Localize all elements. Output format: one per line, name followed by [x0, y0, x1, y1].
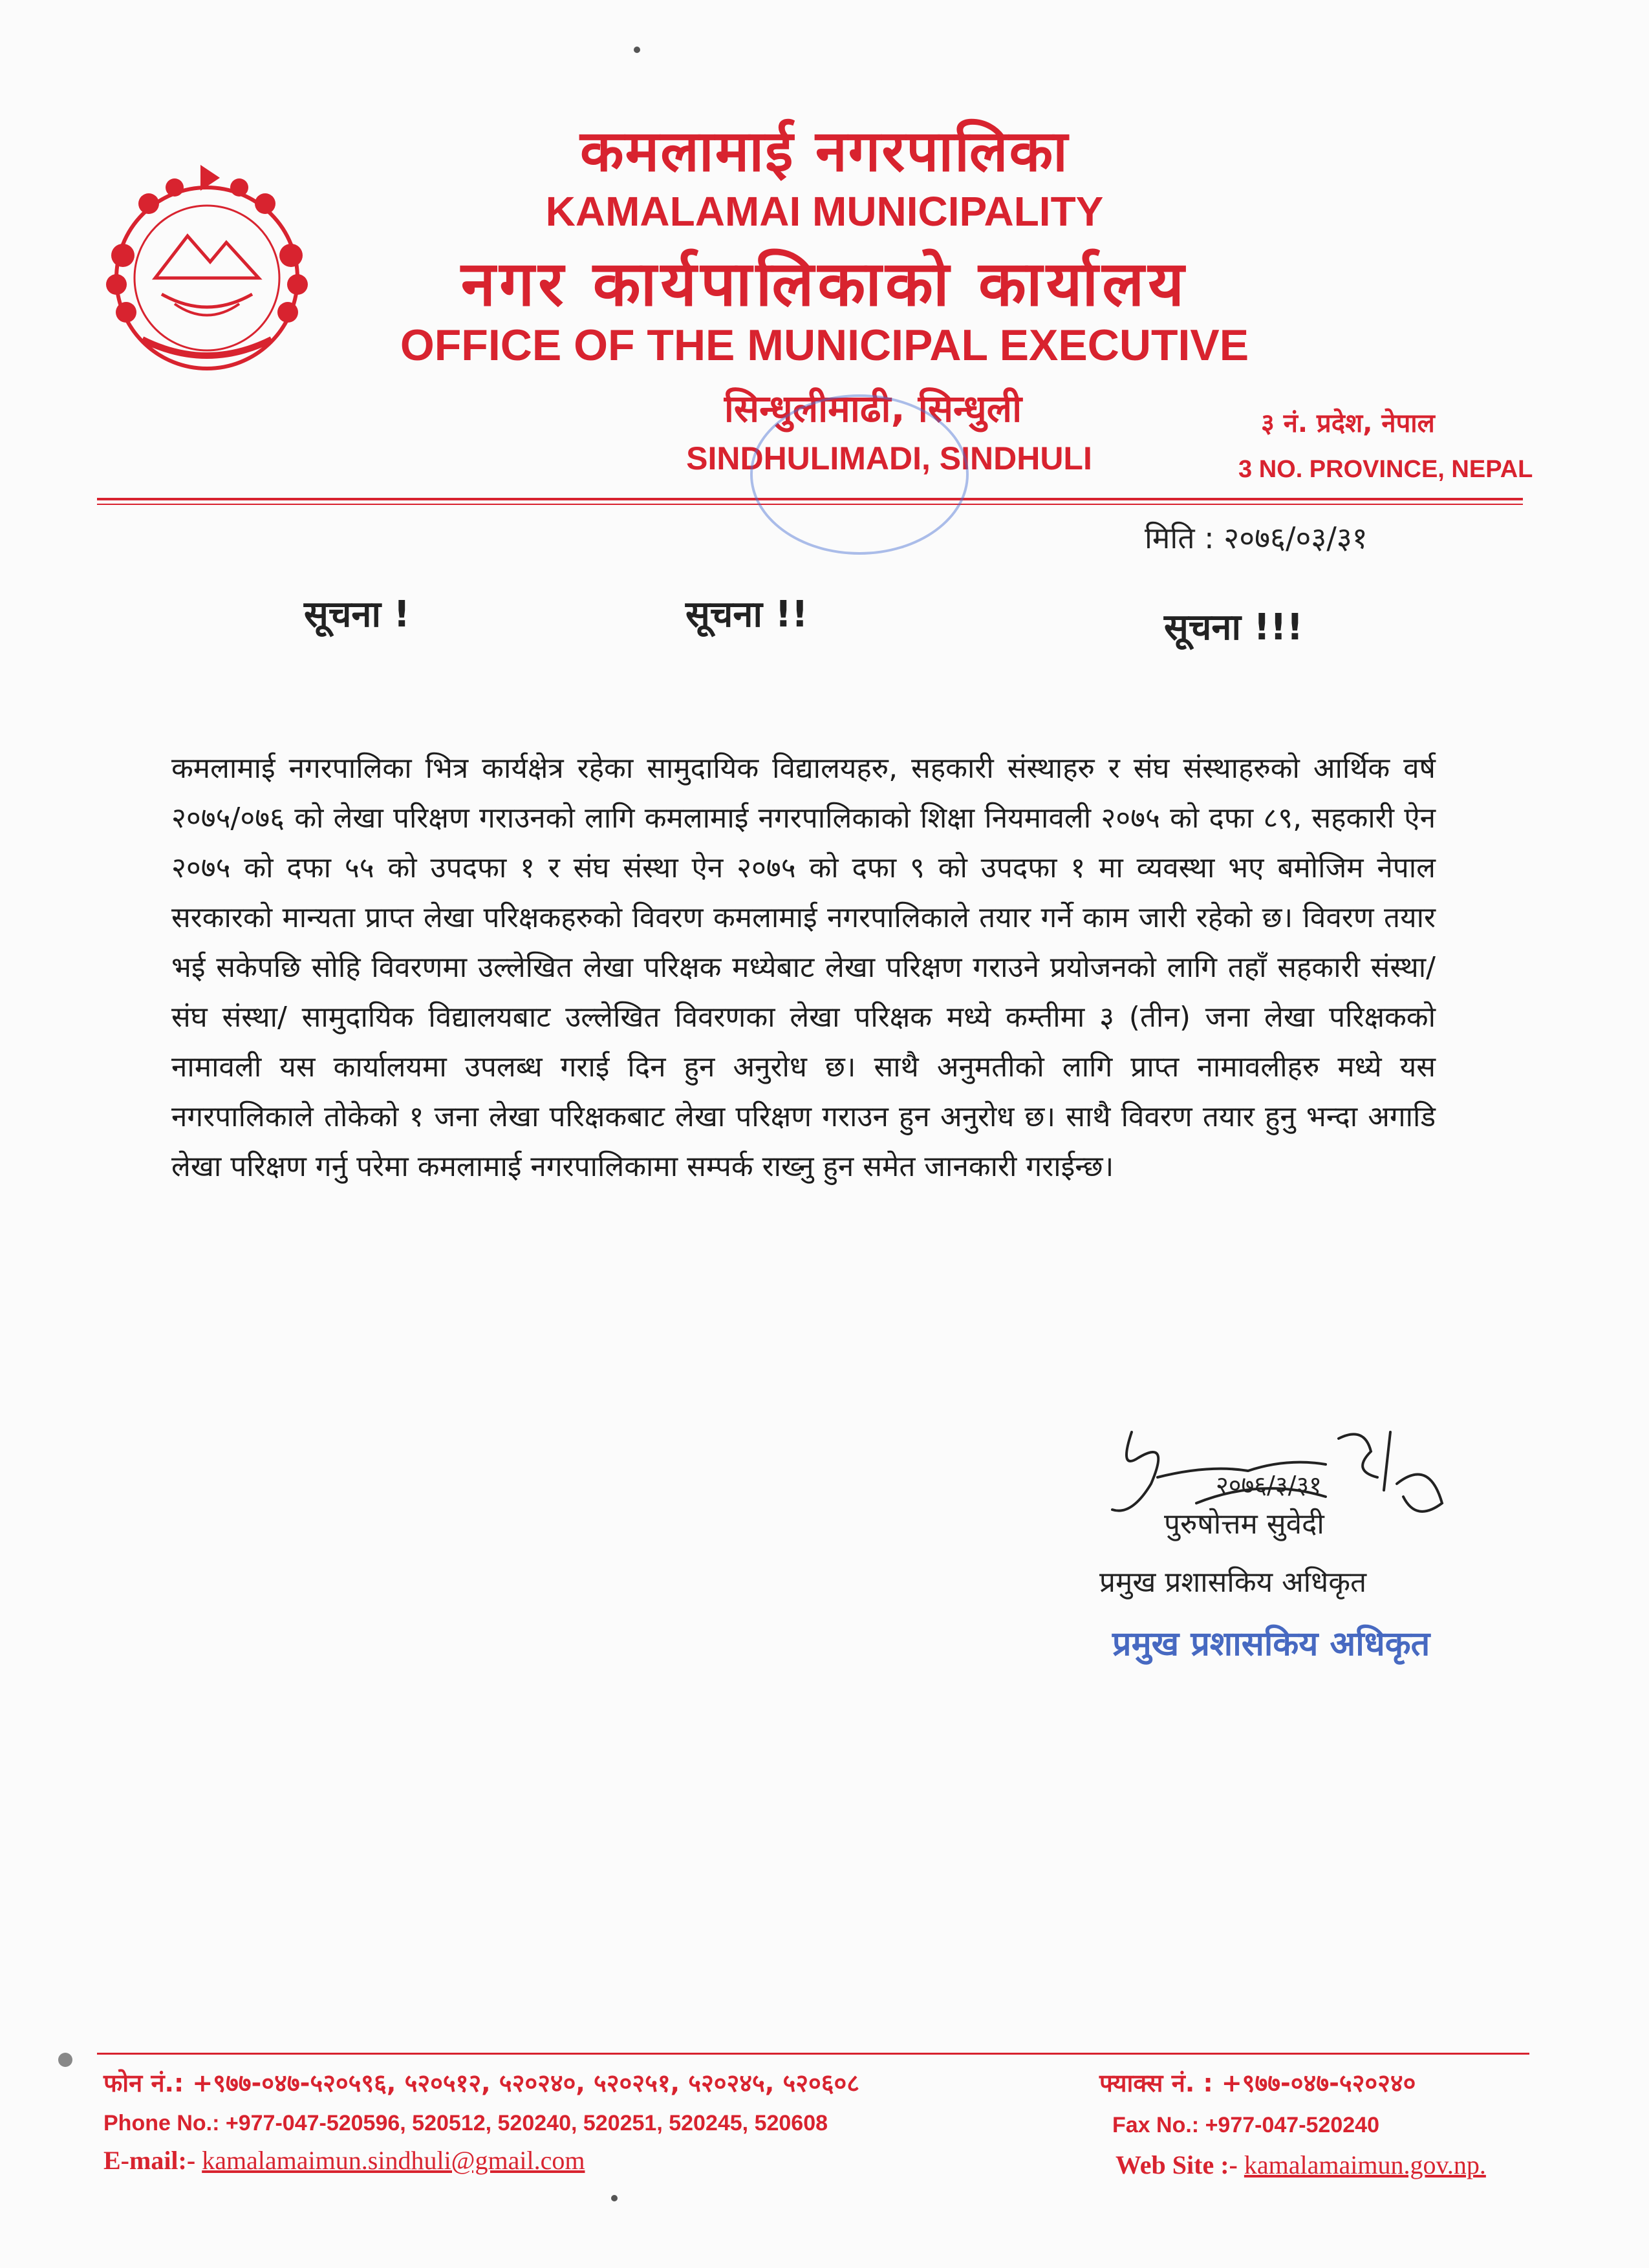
scan-speck [634, 47, 640, 53]
letter-date: मिति : २०७६/०३/३१ [1145, 520, 1368, 555]
signatory-title: प्रमुख प्रशासकिय अधिकृत [1099, 1566, 1367, 1599]
province-english: 3 NO. PROVINCE, NEPAL [1238, 456, 1533, 483]
email-line [103, 2145, 585, 2176]
email-label: E-mail:- [103, 2146, 196, 2175]
location-english: SINDHULIMADI, SINDHULI [686, 440, 1092, 476]
scan-speck [58, 2053, 72, 2067]
fax-english: Fax No.: +977-047-520240 [1112, 2113, 1379, 2137]
signatory-title-stamp: प्रमुख प्रशासकिय अधिकृत [1112, 1625, 1430, 1664]
location-nepali: सिन्धुलीमाढी, सिन्धुली [724, 387, 1022, 431]
phone-nepali: फोन नं.: +९७७-०४७-५२०५९६, ५२०५१२, ५२०२४०, ५२०२५१, ५२०२४५, ५२०६०८ [103, 2069, 860, 2097]
signature-date: २०७६/३/३१ [1216, 1471, 1322, 1499]
signatory-name: पुरुषोत्तम सुवेदी [1164, 1508, 1324, 1541]
website-label: Web Site :- [1116, 2150, 1238, 2179]
notice-body-paragraph: कमलामाई नगरपालिका भित्र कार्यक्षेत्र रहेका सामुदायिक विद्यालयहरु, सहकारी संस्थाहरु र संघ संस्थाहरुको आर्थिक वर्ष २०७५/०७६ को लेखा परिक्षण गराउनको लागि कमलामाई नगरपालिकाको शिक्षा नियमावली २०७५ को दफा ८९, सहकारी ऐन २०७५ को दफा ५५ को उपदफा १ र संघ संस्था ऐन २०७५ को दफा ९ को उपदफा १ मा व्यवस्था भए बमोजिम नेपाल सरकारको मान्यता प्राप्त लेखा परिक्षकहरुको विवरण कमलामाई नगरपालिकाले तयार गर्ने काम जारी रहेको छ। विवरण तयार भई सकेपछि सोहि विवरणमा उल्लेखित लेखा परिक्षक मध्येबाट लेखा परिक्षण गराउने प्रयोजनको लागि तहाँ सहकारी संस्था/संघ संस्था/ सामुदायिक विद्यालयबाट उल्लेखित विवरणका लेखा परिक्षक मध्ये कम्तीमा ३ (तीन) जना लेखा परिक्षकको नामावली यस कार्यालयमा उपलब्ध गराई दिन हुन अनुरोध छ। साथै अनुमतीको लागि प्राप्त नामावलीहरु मध्ये यस नगरपालिकाले तोकेको १ जना लेखा परिक्षकबाट लेखा परिक्षण गराउन हुन अनुरोध छ। साथै विवरण तयार हुनु भन्दा अगाडि लेखा परिक्षण गर्नु परेमा कमलामाई नगरपालिकामा सम्पर्क राख्नु हुन समेत जानकारी गराईन्छ। [171, 752, 1436, 1183]
website-line [1116, 2150, 1486, 2180]
email-link[interactable]: kamalamaimun.sindhuli@gmail.com [202, 2146, 585, 2175]
office-seal-stamp [750, 394, 969, 555]
phone-english: Phone No.: +977-047-520596, 520512, 520240, 520251, 520245, 520608 [103, 2111, 828, 2135]
municipality-name-english: KAMALAMAI MUNICIPALITY [545, 188, 1104, 235]
notice-heading-1: सूचना ! [304, 594, 411, 636]
office-name-nepali: नगर कार्यपालिकाको कार्यालय [460, 248, 1189, 320]
scan-speck [611, 2195, 618, 2201]
fax-nepali: फ्याक्स नं. : +९७७-०४७-५२०२४० [1099, 2069, 1416, 2097]
office-name-english: OFFICE OF THE MUNICIPAL EXECUTIVE [400, 321, 1249, 370]
municipality-name-nepali: कमलामाई नगरपालिका [580, 118, 1069, 184]
website-link[interactable]: kamalamaimun.gov.np. [1244, 2150, 1486, 2179]
footer-divider [97, 2053, 1529, 2055]
notice-heading-2: सूचना !! [685, 594, 808, 636]
province-nepali: ३ नं. प्रदेश, नेपाल [1261, 409, 1435, 438]
notice-heading-3: सूचना !!! [1164, 606, 1304, 648]
